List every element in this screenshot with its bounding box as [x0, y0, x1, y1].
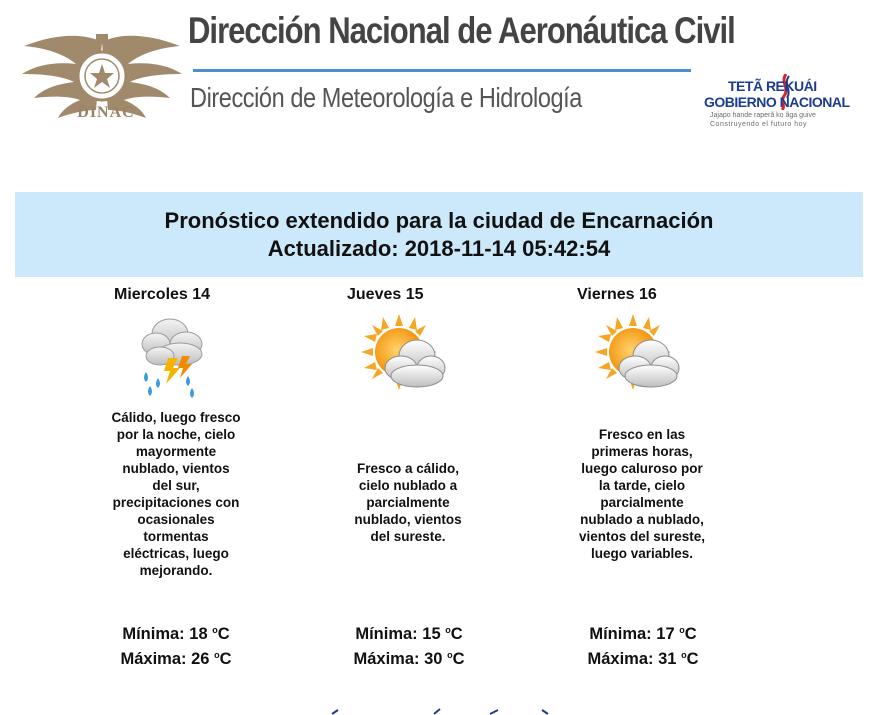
max-temperature: Máxima: 30 $^o$C [353, 650, 465, 668]
cut-off-content-hint [330, 706, 560, 715]
partly-cloudy-sun-icon [359, 312, 459, 402]
max-temperature: Máxima: 26 $^o$C [120, 650, 232, 668]
forecast-title: Pronóstico extendido para la ciudad de Encarnación [164, 208, 714, 233]
org-subtitle: Dirección de Meteorología e Hidrología [190, 82, 582, 113]
forecast-day-3 [573, 286, 773, 686]
day-name: Viernes 16 [577, 286, 657, 303]
forecast-description: Fresco en las primeras horas, luego caluroso por la tarde, cielo parcialmente nublado a nublado, vientos del sureste, luego variables. [578, 427, 706, 561]
forecast-day-1 [110, 286, 310, 686]
dinac-logo-text: DINAC [77, 104, 135, 121]
storm-rain-cloud-icon [130, 312, 230, 402]
gov-logo-line3: Jajapo hande raperã ko ãga guive [710, 112, 816, 119]
gobierno-nacional-logo [700, 74, 856, 136]
site-header [0, 0, 889, 150]
day-name: Miercoles 14 [114, 286, 211, 303]
forecast-banner [15, 192, 863, 277]
forecast-temperatures [343, 620, 475, 670]
forecast-description: Cálido, luego fresco por la noche, cielo mayormente nublado, vientos del sur, precipitaciones con ocasionales tormentas eléctricas, luego mejorando. [111, 410, 241, 578]
title-divider [193, 69, 691, 72]
forecast-day-2 [343, 286, 543, 686]
forecast-temperatures [577, 620, 709, 670]
org-title: Dirección Nacional de Aeronáutica Civil [188, 10, 735, 51]
min-temperature: Mínima: 17 $^o$C [589, 625, 697, 643]
max-temperature: Máxima: 31 $^o$C [587, 650, 699, 668]
partly-cloudy-sun-icon [593, 312, 693, 402]
gov-logo-line1: TETÃ REKUÁI [728, 78, 817, 94]
gov-logo-line4: Construyendo el futuro hoy [710, 121, 808, 128]
forecast-temperatures [110, 620, 242, 670]
min-temperature: Mínima: 18 $^o$C [122, 625, 230, 643]
forecast-description: Fresco a cálido, cielo nublado a parcialmente nublado, vientos del sureste. [354, 461, 462, 544]
day-name: Jueves 15 [347, 286, 424, 303]
gov-logo-line2: GOBIERNO NACIONAL [704, 94, 850, 110]
forecast-updated: Actualizado: 2018-11-14 05:42:54 [267, 236, 611, 261]
min-temperature: Mínima: 15 $^o$C [355, 625, 463, 643]
